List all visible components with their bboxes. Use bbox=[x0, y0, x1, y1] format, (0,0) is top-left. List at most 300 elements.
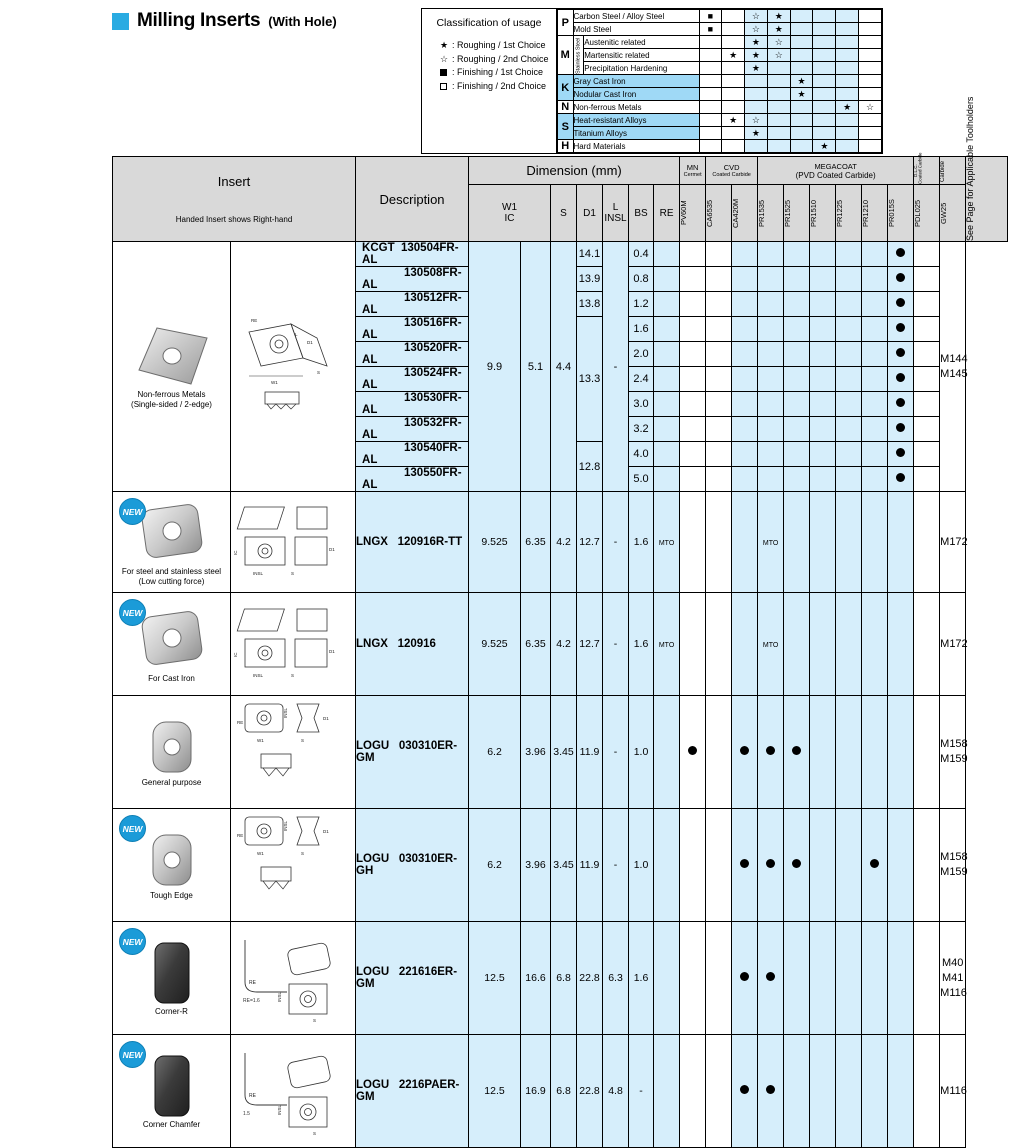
grade-mark bbox=[836, 417, 862, 442]
material-name: Precipitation Hardening bbox=[584, 62, 699, 75]
description-cell bbox=[356, 417, 469, 442]
description-cell bbox=[356, 442, 469, 467]
grade-mark bbox=[914, 342, 940, 367]
grade-mark bbox=[732, 342, 758, 367]
material-name: Non-ferrous Metals bbox=[573, 101, 699, 114]
grade-mark bbox=[914, 242, 940, 267]
grade-PR015S: PR015S bbox=[888, 185, 914, 242]
dim-col-W1: W1 IC bbox=[469, 185, 551, 242]
usage-mark bbox=[699, 36, 722, 49]
dim-S: 5.1 bbox=[521, 242, 551, 492]
grade-mark bbox=[888, 367, 914, 392]
description-cell bbox=[356, 467, 469, 492]
dim-RE: 2.4 bbox=[629, 367, 654, 392]
grade-mark bbox=[680, 242, 706, 267]
dim-BS: - bbox=[603, 809, 629, 922]
grade-mark bbox=[784, 392, 810, 417]
svg-text:S: S bbox=[301, 851, 305, 856]
dim-S: 3.96 bbox=[521, 696, 551, 809]
usage-mark bbox=[836, 75, 859, 88]
grade-mark bbox=[862, 242, 888, 267]
dim-L: 14.1 bbox=[577, 242, 603, 267]
usage-mark bbox=[813, 10, 836, 23]
grade-PV60M: PV60M bbox=[680, 185, 706, 242]
grade-mark bbox=[784, 442, 810, 467]
dim-S: 6.35 bbox=[521, 593, 551, 696]
grade-mark bbox=[862, 442, 888, 467]
grade-group-dlc: D.L.C. Coated Carbide bbox=[914, 157, 940, 185]
grade-mark bbox=[758, 342, 784, 367]
classification-row bbox=[558, 10, 882, 23]
grade-mark bbox=[862, 317, 888, 342]
insert-caption: For steel and stainless steel (Low cutting force) bbox=[121, 567, 222, 586]
grade-mark bbox=[810, 467, 836, 492]
svg-text:D1: D1 bbox=[307, 340, 313, 345]
usage-mark bbox=[699, 101, 722, 114]
grade-mark bbox=[732, 267, 758, 292]
page-title bbox=[112, 10, 337, 32]
insert-caption: Non-ferrous Metals (Single-sided / 2-edge) bbox=[131, 389, 212, 409]
svg-text:RE: RE bbox=[249, 1093, 256, 1099]
legend-item: : Finishing / 1st Choice bbox=[440, 66, 556, 80]
mto-label: MTO bbox=[762, 642, 779, 649]
grade-mark bbox=[862, 1035, 888, 1148]
svg-text:W1: W1 bbox=[257, 738, 264, 743]
insert-photo-cell bbox=[113, 696, 231, 809]
dim-RE: 1.0 bbox=[629, 809, 654, 922]
new-badge: NEW bbox=[119, 815, 146, 842]
description-cell bbox=[356, 367, 469, 392]
dim-col-BS: BS bbox=[629, 185, 654, 242]
grade-mark bbox=[706, 242, 732, 267]
usage-mark: ☆ bbox=[745, 23, 768, 36]
usage-mark bbox=[745, 101, 768, 114]
dim-L: 12.7 bbox=[577, 492, 603, 593]
classification-of-usage-box bbox=[421, 8, 883, 154]
usage-mark bbox=[722, 140, 745, 153]
usage-mark bbox=[813, 49, 836, 62]
grade-mark bbox=[680, 1035, 706, 1148]
usage-mark bbox=[699, 49, 722, 62]
dim-D1: 6.8 bbox=[551, 1035, 577, 1148]
insert-code: 130540FR-AL bbox=[362, 442, 462, 466]
material-name: Heat-resistant Alloys bbox=[573, 114, 699, 127]
grade-PR1225: PR1225 bbox=[836, 185, 862, 242]
grade-mark bbox=[706, 267, 732, 292]
usage-mark bbox=[836, 23, 859, 36]
figure-note: 1.5 bbox=[243, 1111, 250, 1117]
usage-mark bbox=[767, 140, 790, 153]
svg-text:RE: RE bbox=[237, 833, 244, 838]
category-P: P bbox=[558, 10, 574, 36]
usage-mark bbox=[859, 88, 882, 101]
usage-mark bbox=[859, 10, 882, 23]
usage-mark bbox=[745, 140, 768, 153]
insert-series: LNGX bbox=[356, 536, 388, 548]
grade-mark bbox=[888, 492, 914, 593]
insert-series: LOGU bbox=[356, 740, 390, 752]
classification-row bbox=[558, 101, 882, 114]
dim-RE: 4.0 bbox=[629, 442, 654, 467]
grade-mark bbox=[784, 342, 810, 367]
grade-mark bbox=[836, 317, 862, 342]
grade-mark bbox=[680, 342, 706, 367]
grade-mark bbox=[654, 922, 680, 1035]
page-reference: M158 M159 bbox=[940, 809, 966, 922]
grade-mark bbox=[758, 467, 784, 492]
grade-mark bbox=[888, 1035, 914, 1148]
grade-mark bbox=[810, 1035, 836, 1148]
svg-text:INSL: INSL bbox=[277, 1104, 282, 1115]
usage-mark bbox=[859, 127, 882, 140]
usage-mark: ☆ bbox=[859, 101, 882, 114]
filled-dot-icon bbox=[896, 398, 905, 407]
grade-mark bbox=[810, 442, 836, 467]
dim-RE: 1.2 bbox=[629, 292, 654, 317]
grade-group-cvd: CVD Coated Carbide bbox=[706, 157, 758, 185]
grade-mark bbox=[810, 417, 836, 442]
insert-code: 130524FR-AL bbox=[362, 367, 462, 391]
filled-dot-icon bbox=[792, 746, 801, 755]
usage-mark: ☆ bbox=[745, 114, 768, 127]
usage-mark bbox=[836, 36, 859, 49]
table-row bbox=[113, 696, 1008, 809]
insert-code: 2216PAER-GM bbox=[356, 1079, 460, 1103]
filled-dot-icon bbox=[896, 373, 905, 382]
usage-mark bbox=[813, 127, 836, 140]
filled-dot-icon bbox=[766, 859, 775, 868]
grade-mark bbox=[654, 467, 680, 492]
usage-mark bbox=[813, 36, 836, 49]
filled-dot-icon bbox=[740, 859, 749, 868]
usage-mark bbox=[722, 127, 745, 140]
usage-mark bbox=[813, 75, 836, 88]
grade-mark bbox=[914, 593, 940, 696]
insert-photo-cell bbox=[113, 922, 231, 1035]
grade-mark bbox=[706, 442, 732, 467]
square-open-icon bbox=[440, 80, 452, 94]
material-name: Martensitic related bbox=[584, 49, 699, 62]
grade-mark bbox=[732, 367, 758, 392]
grade-group-megacoat: MEGACOAT (PVD Coated Carbide) bbox=[758, 157, 914, 185]
description-cell bbox=[356, 809, 469, 922]
material-name: Carbon Steel / Alloy Steel bbox=[573, 10, 699, 23]
grade-mark bbox=[836, 492, 862, 593]
svg-text:S: S bbox=[291, 673, 295, 678]
dim-RE: 0.4 bbox=[629, 242, 654, 267]
grade-mark bbox=[784, 417, 810, 442]
usage-mark bbox=[813, 114, 836, 127]
blue-square-icon bbox=[112, 13, 129, 30]
filled-dot-icon bbox=[896, 298, 905, 307]
grade-mark bbox=[654, 809, 680, 922]
grade-mark bbox=[654, 242, 680, 267]
dim-S: 3.96 bbox=[521, 809, 551, 922]
usage-mark bbox=[790, 62, 813, 75]
svg-text:S: S bbox=[313, 1131, 317, 1136]
insert-caption: Corner-R bbox=[155, 1007, 188, 1016]
grade-mark bbox=[654, 392, 680, 417]
page-reference: M40 M41 M116 bbox=[940, 922, 966, 1035]
grade-mark bbox=[836, 593, 862, 696]
insert-photo-cell bbox=[113, 593, 231, 696]
category-H: H bbox=[558, 140, 574, 153]
grade-mark bbox=[862, 593, 888, 696]
grade-mark bbox=[654, 417, 680, 442]
grade-mark bbox=[654, 267, 680, 292]
insert-series: KCGT bbox=[362, 242, 395, 254]
grade-mark bbox=[706, 417, 732, 442]
usage-mark bbox=[790, 23, 813, 36]
insert-code: 221616ER-GM bbox=[356, 966, 458, 990]
filled-dot-icon bbox=[896, 273, 905, 282]
filled-dot-icon bbox=[740, 1085, 749, 1094]
grade-mark bbox=[758, 392, 784, 417]
grade-mark bbox=[810, 922, 836, 1035]
table-row bbox=[113, 492, 1008, 593]
grade-mark bbox=[680, 492, 706, 593]
insert-code: 120916 bbox=[397, 638, 436, 650]
grade-mark bbox=[680, 922, 706, 1035]
dim-col-D1: D1 bbox=[577, 185, 603, 242]
usage-mark bbox=[836, 88, 859, 101]
usage-mark bbox=[836, 10, 859, 23]
material-name: Austenitic related bbox=[584, 36, 699, 49]
grade-mark bbox=[732, 442, 758, 467]
grade-mark bbox=[810, 809, 836, 922]
insert-code: 120916R-TT bbox=[397, 536, 463, 548]
grade-mark bbox=[862, 392, 888, 417]
insert-series: LOGU bbox=[356, 853, 390, 865]
usage-mark bbox=[767, 75, 790, 88]
grade-mark bbox=[914, 267, 940, 292]
filled-dot-icon bbox=[896, 348, 905, 357]
grade-mark bbox=[680, 317, 706, 342]
description-cell bbox=[356, 1035, 469, 1148]
classification-row bbox=[558, 88, 882, 101]
usage-mark bbox=[836, 140, 859, 153]
grade-mark bbox=[810, 392, 836, 417]
usage-mark bbox=[699, 127, 722, 140]
svg-text:INSL: INSL bbox=[253, 571, 264, 576]
material-name: Titanium Alloys bbox=[573, 127, 699, 140]
svg-text:S: S bbox=[317, 370, 321, 375]
description-cell bbox=[356, 696, 469, 809]
filled-dot-icon bbox=[766, 1085, 775, 1094]
insert-caption: General purpose bbox=[141, 778, 202, 787]
grade-mark bbox=[680, 593, 706, 696]
grade-mark bbox=[706, 809, 732, 922]
usage-mark bbox=[767, 127, 790, 140]
grade-mark bbox=[888, 417, 914, 442]
grade-group-carbide: Carbide bbox=[940, 157, 966, 185]
dim-RE: - bbox=[629, 1035, 654, 1148]
grade-mark bbox=[836, 809, 862, 922]
svg-text:D1: D1 bbox=[329, 547, 335, 552]
dim-BS: - bbox=[603, 593, 629, 696]
category-S: S bbox=[558, 114, 574, 140]
usage-mark: ★ bbox=[745, 62, 768, 75]
table-row bbox=[113, 809, 1008, 922]
grade-mark bbox=[914, 922, 940, 1035]
new-badge: NEW bbox=[119, 599, 146, 626]
grade-mark bbox=[732, 392, 758, 417]
grade-mark bbox=[888, 242, 914, 267]
page-reference: M116 bbox=[940, 1035, 966, 1148]
insert-drawing-cell bbox=[231, 809, 356, 922]
svg-text:IC: IC bbox=[233, 550, 238, 555]
mto-label: MTO bbox=[762, 540, 779, 547]
usage-mark bbox=[722, 88, 745, 101]
grade-mark bbox=[862, 267, 888, 292]
usage-mark bbox=[859, 75, 882, 88]
insert-series: LOGU bbox=[356, 1079, 390, 1091]
usage-mark bbox=[859, 62, 882, 75]
classification-row bbox=[558, 127, 882, 140]
grade-mark bbox=[706, 922, 732, 1035]
filled-dot-icon bbox=[740, 746, 749, 755]
dim-D1: 3.45 bbox=[551, 809, 577, 922]
svg-text:INSL: INSL bbox=[277, 991, 282, 1002]
grade-mark bbox=[784, 317, 810, 342]
grade-mark bbox=[654, 442, 680, 467]
grade-mark bbox=[862, 417, 888, 442]
grade-mark bbox=[784, 467, 810, 492]
dim-BS: - bbox=[603, 492, 629, 593]
grade-mark bbox=[732, 417, 758, 442]
grade-mark bbox=[862, 342, 888, 367]
insert-drawing-cell bbox=[231, 492, 356, 593]
grade-mark bbox=[810, 267, 836, 292]
grade-mark bbox=[836, 267, 862, 292]
insert-caption: Tough Edge bbox=[150, 891, 193, 900]
category-M: M bbox=[558, 36, 574, 75]
grade-mark bbox=[836, 367, 862, 392]
usage-mark bbox=[699, 75, 722, 88]
usage-mark: ★ bbox=[745, 36, 768, 49]
dim-D1: 3.45 bbox=[551, 696, 577, 809]
grade-mark bbox=[784, 696, 810, 809]
svg-text:RE: RE bbox=[237, 720, 244, 725]
grade-mark bbox=[888, 809, 914, 922]
material-name: Nodular Cast Iron bbox=[573, 88, 699, 101]
usage-mark: ■ bbox=[699, 23, 722, 36]
insert-code: 130504FR-AL bbox=[362, 242, 459, 266]
grade-mark bbox=[888, 696, 914, 809]
grade-PR1535: PR1535 bbox=[758, 185, 784, 242]
insert-code: 130550FR-AL bbox=[362, 467, 462, 491]
usage-mark: ★ bbox=[745, 127, 768, 140]
description-cell bbox=[356, 392, 469, 417]
grade-group-mn: MN Cermet bbox=[680, 157, 706, 185]
grade-mark bbox=[732, 809, 758, 922]
usage-mark bbox=[767, 101, 790, 114]
grade-mark bbox=[758, 922, 784, 1035]
grade-mark bbox=[654, 593, 680, 696]
grade-mark bbox=[706, 492, 732, 593]
grade-mark bbox=[706, 342, 732, 367]
grade-mark bbox=[914, 392, 940, 417]
grade-mark bbox=[680, 417, 706, 442]
dimension-header: Dimension (mm) bbox=[469, 157, 680, 185]
usage-mark bbox=[790, 10, 813, 23]
dim-BS: 4.8 bbox=[603, 1035, 629, 1148]
grade-mark bbox=[784, 593, 810, 696]
grade-CA6535: CA6535 bbox=[706, 185, 732, 242]
usage-mark bbox=[722, 10, 745, 23]
grade-mark bbox=[784, 367, 810, 392]
grade-mark bbox=[732, 1035, 758, 1148]
see-page-header: See Page for Applicable Toolholders bbox=[966, 157, 1008, 242]
star-open-icon: ☆ bbox=[440, 53, 449, 64]
dim-RE: 1.6 bbox=[629, 317, 654, 342]
insert-code: 030310ER-GM bbox=[356, 740, 458, 764]
usage-mark bbox=[767, 114, 790, 127]
classification-row bbox=[558, 75, 882, 88]
dim-D1: 4.4 bbox=[551, 242, 577, 492]
dim-W1: 6.2 bbox=[469, 696, 521, 809]
grade-mark bbox=[680, 267, 706, 292]
insert-code: 130508FR-AL bbox=[362, 267, 462, 291]
grade-mark bbox=[836, 922, 862, 1035]
grade-mark bbox=[706, 467, 732, 492]
svg-text:D1: D1 bbox=[323, 829, 329, 834]
usage-mark bbox=[790, 127, 813, 140]
insert-code: 130516FR-AL bbox=[362, 317, 462, 341]
grade-mark bbox=[888, 292, 914, 317]
grade-mark bbox=[862, 467, 888, 492]
usage-mark bbox=[790, 101, 813, 114]
usage-mark bbox=[699, 88, 722, 101]
grade-mark bbox=[836, 442, 862, 467]
grade-mark bbox=[732, 922, 758, 1035]
grade-mark bbox=[810, 242, 836, 267]
usage-mark bbox=[790, 49, 813, 62]
category-K: K bbox=[558, 75, 574, 101]
usage-mark bbox=[722, 62, 745, 75]
usage-mark bbox=[790, 140, 813, 153]
usage-mark: ■ bbox=[699, 10, 722, 23]
grade-PDL025: PDL025 bbox=[914, 185, 940, 242]
grade-mark bbox=[654, 492, 680, 593]
grade-mark bbox=[862, 696, 888, 809]
filled-dot-icon bbox=[766, 972, 775, 981]
legend-item: : Finishing / 2nd Choice bbox=[440, 80, 556, 94]
grade-mark bbox=[862, 809, 888, 922]
description-cell bbox=[356, 267, 469, 292]
usage-mark bbox=[722, 36, 745, 49]
page-reference: M172 bbox=[940, 593, 966, 696]
svg-text:W1: W1 bbox=[271, 380, 278, 385]
legend-item: ☆ : Roughing / 2nd Choice bbox=[440, 53, 556, 67]
usage-mark bbox=[790, 36, 813, 49]
dim-RE: 5.0 bbox=[629, 467, 654, 492]
svg-text:INSL: INSL bbox=[253, 673, 264, 678]
usage-mark: ★ bbox=[836, 101, 859, 114]
usage-mark bbox=[699, 140, 722, 153]
grade-mark bbox=[810, 492, 836, 593]
grade-mark bbox=[732, 492, 758, 593]
description-cell bbox=[356, 492, 469, 593]
classification-heading: Classification of usage bbox=[436, 17, 542, 29]
legend-item: ★ : Roughing / 1st Choice bbox=[440, 39, 556, 53]
svg-text:D1: D1 bbox=[323, 716, 329, 721]
grade-mark bbox=[706, 292, 732, 317]
svg-text:RE: RE bbox=[249, 980, 256, 986]
classification-row bbox=[558, 114, 882, 127]
dim-W1: 6.2 bbox=[469, 809, 521, 922]
usage-mark bbox=[836, 127, 859, 140]
